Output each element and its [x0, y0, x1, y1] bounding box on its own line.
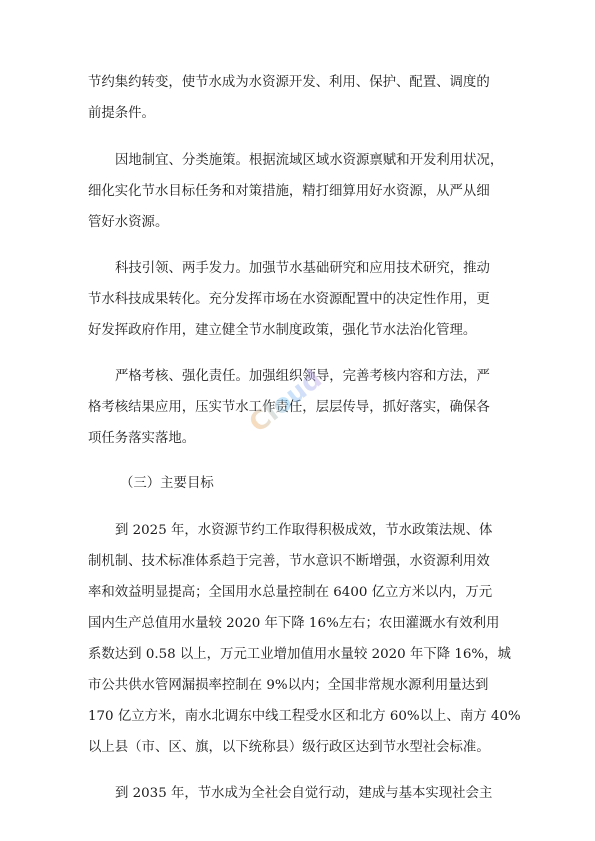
text-line: 系数达到 0.58 以上，万元工业增加值用水量较 2020 年下降 16%，城	[88, 647, 511, 662]
text-line: 前提条件。	[88, 106, 155, 121]
text-line: 制机制、技术标准体系趋于完善，节水意识不断增强，水资源利用效	[88, 554, 490, 569]
text-line: 节约集约转变，使节水成为水资源开发、利用、保护、配置、调度的	[88, 75, 490, 90]
text-line: 国内生产总值用水量较 2020 年下降 16%左右；农田灌溉水有效利用	[88, 616, 500, 631]
paragraph-start-line: 因地制宜、分类施策。根据流域区域水资源禀赋和开发利用状况，	[115, 153, 504, 168]
text-line: 管好水资源。	[88, 215, 169, 230]
text-line: 市公共供水管网漏损率控制在 9%以内；全国非常规水源利用量达到	[88, 678, 489, 693]
paragraph-start-line: 到 2035 年，节水成为全社会自觉行动，建成与基本实现社会主	[115, 786, 493, 801]
text-line: 170 亿立方米，南水北调东中线工程受水区和北方 60%以上、南方 40%	[88, 709, 521, 724]
text-line: 细化实化节水目标任务和对策措施，精打细算用好水资源，从严从细	[88, 184, 490, 199]
text-line: 好发挥政府作用，建立健全节水制度政策，强化节水法治化管理。	[88, 323, 477, 338]
paragraph-start-line: 严格考核、强化责任。加强组织领导，完善考核内容和方法，严	[115, 369, 490, 384]
paragraph-start-line: 科技引领、两手发力。加强节水基础研究和应用技术研究，推动	[115, 261, 490, 276]
paragraph-start-line: 到 2025 年，水资源节约工作取得积极成效，节水政策法规、体	[115, 523, 493, 538]
text-line: 节水科技成果转化。充分发挥市场在水资源配置中的决定性作用，更	[88, 292, 490, 307]
watermark-text: Cloud	[243, 364, 328, 439]
text-line: 项任务落实落地。	[88, 431, 196, 446]
text-line: 以上县（市、区、旗，以下统称县）级行政区达到节水型社会标准。	[88, 740, 490, 755]
section-heading: （三）主要目标	[120, 476, 214, 491]
text-line: 率和效益明显提高；全国用水总量控制在 6400 亿立方米以内，万元	[88, 585, 493, 600]
text-line: 格考核结果应用，压实节水工作责任，层层传导，抓好落实，确保各	[88, 400, 490, 415]
